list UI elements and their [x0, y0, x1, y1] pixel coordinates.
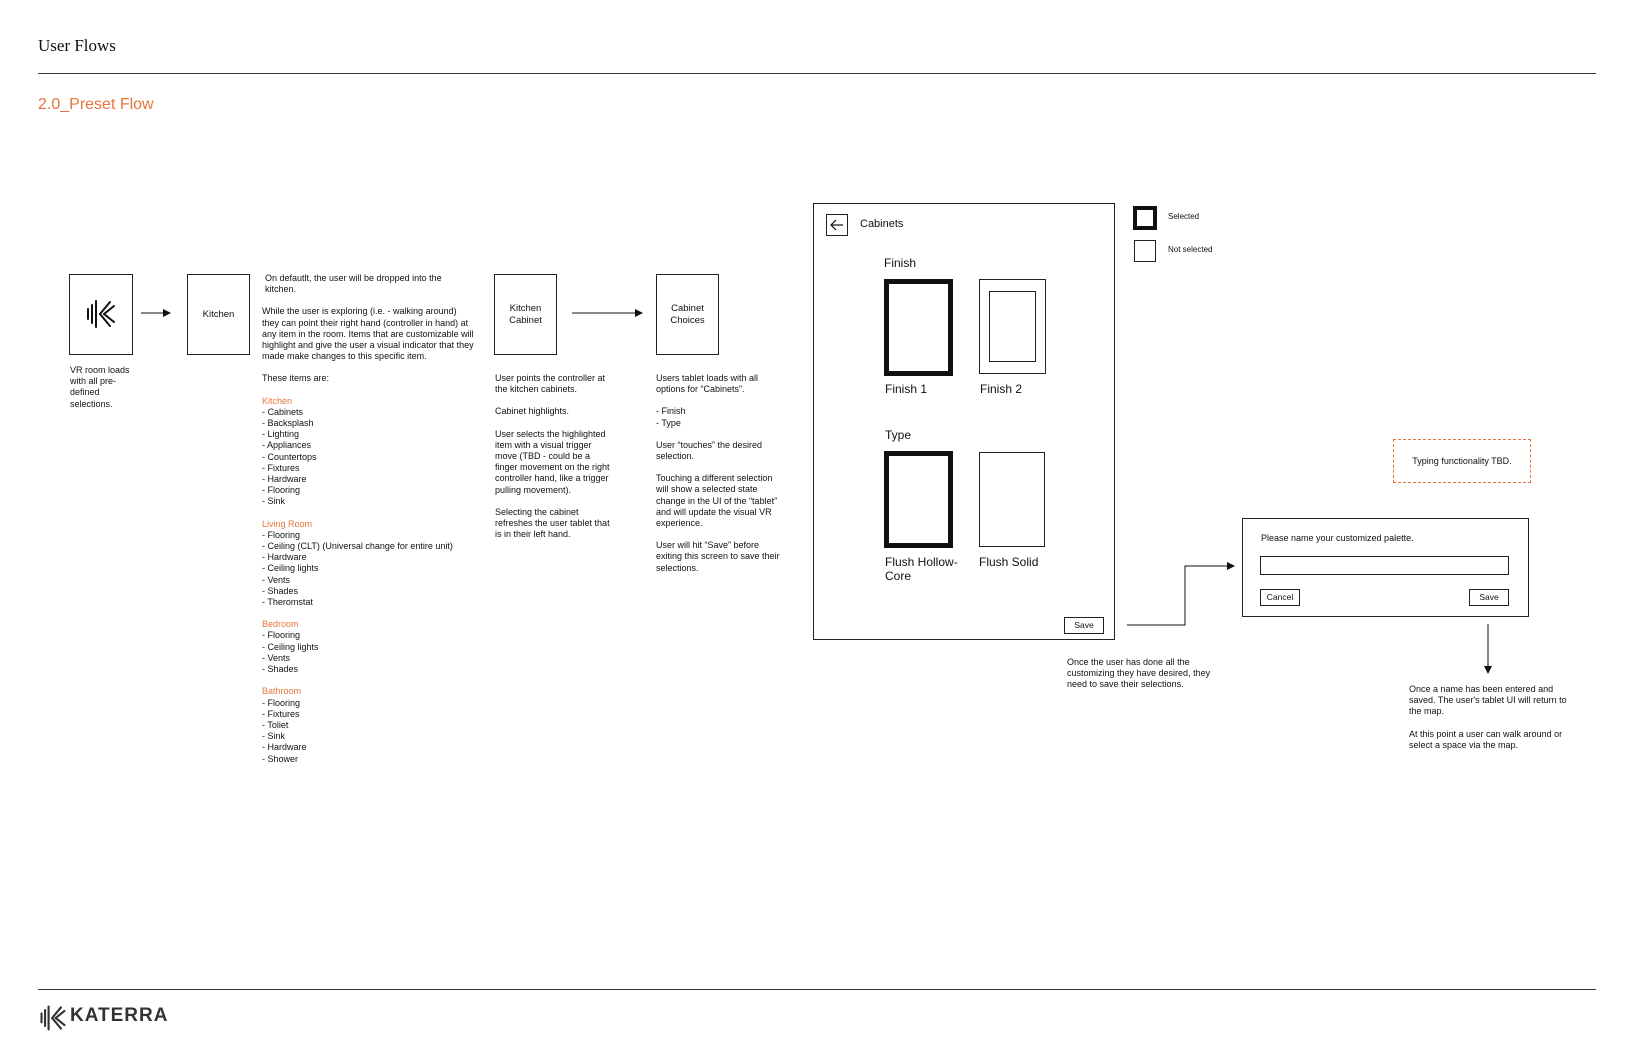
- list-item: - Hardware: [262, 474, 307, 485]
- palette-name-input[interactable]: [1260, 556, 1509, 575]
- group-kitchen: [262, 396, 474, 508]
- flow-step-cabinet-choices: [656, 274, 719, 355]
- step2-items-intro: These items are:: [262, 373, 330, 384]
- tablet-caption: Once the user has done all the customizing they have desired, they need to save their selections.: [1067, 657, 1211, 690]
- dialog-save-button[interactable]: Save: [1469, 589, 1509, 606]
- step4-p2a: - Finish: [656, 406, 686, 417]
- katerra-logo-icon: [84, 297, 118, 331]
- list-item: - Ceiling (CLT) (Universal change for entire unit): [262, 541, 453, 552]
- legend-selected-label: Selected: [1168, 212, 1200, 221]
- list-item: - Toliet: [262, 719, 289, 730]
- flow-step-kitchen: [187, 274, 250, 355]
- tablet-title: Cabinets: [860, 218, 904, 230]
- list-item: - Fixtures: [262, 708, 300, 719]
- typing-note: Typing functionality TBD.: [1393, 439, 1531, 483]
- flush-hollow-core-option[interactable]: [884, 451, 953, 548]
- group-living-room: [262, 519, 474, 609]
- list-item: - Appliances: [262, 440, 312, 451]
- page-title: User Flows: [38, 36, 116, 55]
- legend-selected-swatch: [1133, 206, 1157, 230]
- name-palette-dialog: [1242, 518, 1529, 617]
- step4-p2b: - Type: [656, 417, 681, 428]
- flow-step-vr-room: [69, 274, 133, 355]
- list-item: - Cabinets: [262, 406, 304, 417]
- dialog-caption-p2: At this point a user can walk around or select a space via the map.: [1409, 728, 1563, 750]
- dialog-cancel-button[interactable]: Cancel: [1260, 589, 1300, 606]
- type-label: Type: [885, 428, 912, 442]
- list-item: - Hardware: [262, 742, 307, 753]
- step4-p4: Touching a different selection will show a selected state change in the UI of the “tablet” and will update the visual VR experience.: [656, 473, 778, 529]
- dialog-prompt: Please name your customized palette.: [1261, 533, 1414, 543]
- step4-p1: Users tablet loads with all options for “Cabinets”.: [656, 373, 759, 395]
- dialog-caption: [1409, 684, 1579, 762]
- list-item: - Countertops: [262, 451, 317, 462]
- dialog-caption-p1: Once a name has been entered and saved. The user's tablet UI will return to the map.: [1409, 684, 1567, 717]
- group-heading: Bathroom: [262, 686, 302, 697]
- list-item: - Shades: [262, 585, 299, 596]
- section-title: 2.0_Preset Flow: [38, 96, 154, 113]
- flush-solid-option[interactable]: [979, 452, 1045, 547]
- list-item: - Hardware: [262, 552, 307, 563]
- list-item: - Fixtures: [262, 462, 300, 473]
- list-item: - Sink: [262, 731, 286, 742]
- step3-label-line1: Kitchen: [509, 303, 542, 314]
- step2-label: Kitchen: [202, 309, 235, 320]
- step4-label-line2: Choices: [670, 315, 705, 326]
- group-bathroom: [262, 686, 474, 764]
- list-item: - Sink: [262, 496, 286, 507]
- step2-explore: While the user is exploring (i.e. - walking around) they can point their right hand (controller in hand) at any item in the room. Items that are customizable will highlight and give the user a visual indicator that they made make changes to this specific item.: [262, 306, 474, 362]
- list-item: - Flooring: [262, 485, 301, 496]
- step4-description: [656, 373, 780, 585]
- list-item: - Ceiling lights: [262, 563, 319, 574]
- step3-p3: User selects the highlighted item with a visual trigger move (TBD - could be a finger movement on the right controller hand, like a trigger pulling movement).: [495, 428, 610, 495]
- legend-not-selected-label: Not selected: [1168, 245, 1213, 254]
- step2-description: [262, 273, 474, 776]
- step4-label-line1: Cabinet: [671, 303, 704, 314]
- step3-p4: Selecting the cabinet refreshes the user tablet that is in their left hand.: [495, 506, 610, 540]
- list-item: - Shades: [262, 664, 299, 675]
- finish-1-label: Finish 1: [885, 382, 928, 396]
- list-item: - Lighting: [262, 429, 300, 440]
- group-heading: Living Room: [262, 518, 313, 529]
- tablet-save-button[interactable]: Save: [1064, 617, 1104, 634]
- list-item: - Flooring: [262, 529, 301, 540]
- footer-brand-wordmark: KATERRA: [70, 1005, 169, 1026]
- tablet-cabinets-screen: [813, 203, 1115, 640]
- list-item: - Vents: [262, 652, 291, 663]
- finish-2-inner: [989, 291, 1036, 362]
- flow-step-kitchen-cabinet: [494, 274, 557, 355]
- group-heading: Bedroom: [262, 619, 299, 630]
- finish-1-option[interactable]: [884, 279, 953, 376]
- step3-p2: Cabinet highlights.: [495, 406, 570, 417]
- step2-intro: On defautlt, the user will be dropped into the kitchen.: [265, 273, 442, 295]
- legend-not-selected-swatch: [1134, 240, 1156, 262]
- list-item: - Backsplash: [262, 418, 314, 429]
- step3-description: [495, 373, 615, 551]
- list-item: - Theromstat: [262, 597, 313, 608]
- step3-label-line2: Cabinet: [509, 315, 542, 326]
- list-item: - Flooring: [262, 697, 301, 708]
- finish-label: Finish: [884, 256, 917, 270]
- flush-hollow-core-label: Flush Hollow-Core: [885, 555, 958, 583]
- list-item: - Vents: [262, 574, 291, 585]
- finish-2-option[interactable]: [979, 279, 1046, 374]
- list-item: - Shower: [262, 753, 299, 764]
- finish-2-label: Finish 2: [980, 382, 1023, 396]
- list-item: - Ceiling lights: [262, 641, 319, 652]
- list-item: - Flooring: [262, 630, 301, 641]
- flush-solid-label: Flush Solid: [979, 555, 1039, 569]
- footer-divider: [38, 989, 1596, 990]
- katerra-logo-icon: [38, 1003, 68, 1033]
- step4-p3: User “touches” the desired selection.: [656, 439, 763, 462]
- group-bedroom: [262, 619, 474, 675]
- step4-p5: User will hit “Save” before exiting this screen to save their selections.: [656, 540, 780, 573]
- step1-caption: VR room loads with all pre-defined selections.: [70, 365, 130, 409]
- group-heading: Kitchen: [262, 395, 293, 406]
- step3-p1: User points the controller at the kitchen cabinets.: [495, 373, 606, 395]
- back-button[interactable]: [826, 214, 848, 236]
- arrow-left-icon: [827, 215, 847, 235]
- arrow-save-to-dialog: [1127, 566, 1234, 625]
